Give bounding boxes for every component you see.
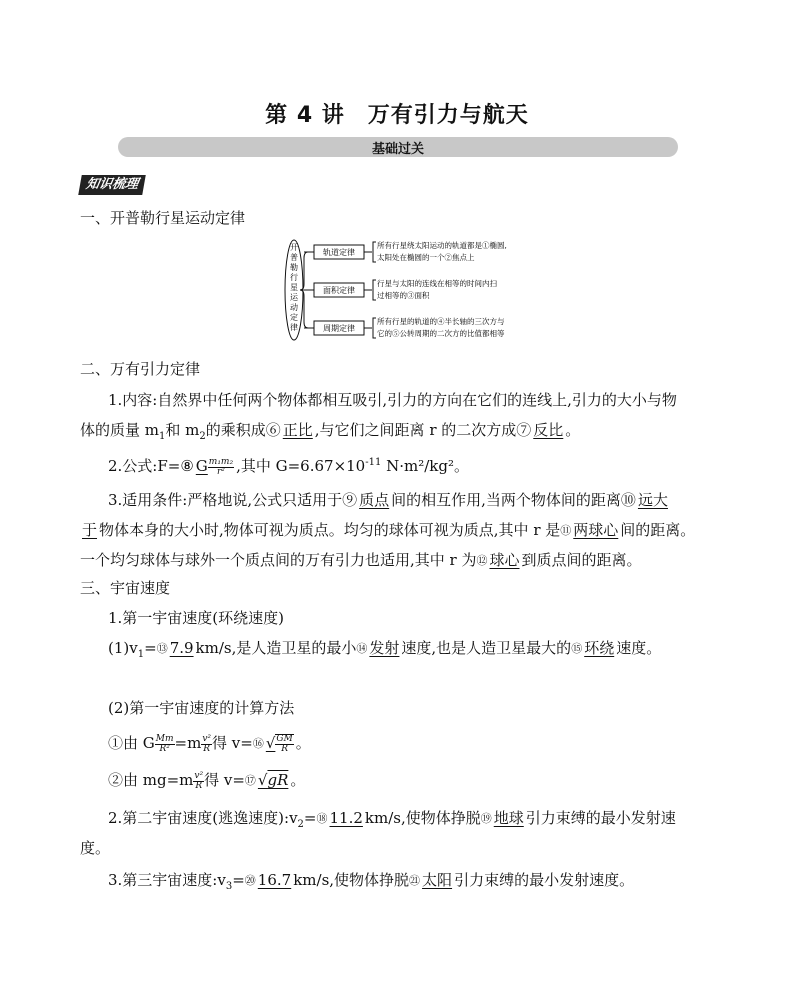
answer-12: 球心 [489,551,520,569]
third-velocity-line: 3.第三宇宙速度$:v_3=⑳$ 16.7 km/s,使物体挣脱㉑ 太阳 引力束缚的最小发射速度。 [108,871,635,892]
kepler-laws-diagram [284,238,544,342]
answer-20: 16.7 [257,871,292,889]
banner-label: 基础过关 [371,142,424,157]
content-line-2: 体的质量 $m_1$和 $m_2$的乘积成⑥ 正比 ,与它们之间距离 r 的二次方成⑦ 反比 。 [80,421,581,442]
answer-7: 反比 [533,421,564,439]
law-desc-2a: 行星与太阳的连线在相等的时间内扫 [377,279,497,288]
law-desc-2b: 过相等的③面积 [377,291,430,300]
law-name-2: 面积定律 [323,286,355,295]
section-banner [118,137,678,157]
answer-19: 地球 [493,809,524,827]
calc-method-title: (2)第一宇宙速度的计算方法 [108,699,295,717]
law-name-3: 周期定律 [323,324,355,333]
condition-line-2: 于 物体本身的大小时,物体可视为质点。均匀的球体可视为质点,其中 r 是⑪ 两球心 间的距离。 [82,521,696,539]
law-desc-3b: 它的⑤公转周期的二次方的比值都相等 [377,329,505,338]
answer-13: 7.9 [169,639,194,657]
answer-14: 发射 [369,639,400,657]
answer-21: 太阳 [422,871,453,889]
law-desc-1b: 太阳处在椭圆的一个②焦点上 [377,253,475,262]
answer-8: G $\frac{\text{m₁m₂}}{\text{r²}}$ [195,456,234,477]
condition-line-3: 一个均匀球体与球外一个质点间的万有引力也适用,其中 r 为⑫ 球心 到质点间的距离。 [80,551,642,569]
first-velocity-title: 1.第一宇宙速度(环绕速度) [108,609,285,627]
answer-9: 质点 [359,491,390,509]
content-line-1: 1.内容:自然界中任何两个物体都相互吸引,引力的方向在它们的连线上,引力的大小与物 [108,391,677,409]
answer-15: 环绕 [584,639,615,657]
section-heading-kepler: 一、开普勒行星运动定律 [80,209,246,227]
section-heading-cosmic-velocity: 三、宇宙速度 [80,579,171,597]
answer-6: 正比 [282,421,313,439]
page-title: 第 4 讲 万有引力与航天 [265,103,529,128]
calc-method-2: ②由 mg=m $\frac{\text{v²}}{R}$ 得 v=⑰ √gR 。 [108,770,306,791]
law-desc-1a: 所有行星绕太阳运动的轨道都是①椭圆, [377,241,507,250]
second-velocity-line: 2.第二宇宙速度(逃逸速度)$:v_2=⑱$ 11.2 km/s,使物体挣脱⑲ 地球 引力束缚的最小发射速 [108,809,676,830]
answer-16: √ $\frac{GM}{R}$ [265,734,293,754]
first-velocity-line: $(1)v_1=⑬$ 7.9 km/s,是人造卫星的最小⑭ 发射 速度,也是人造卫星最大的⑮ 环绕 速度。 [108,639,662,660]
section-heading-gravitation: 二、万有引力定律 [80,360,201,378]
answer-10b: 于 [82,521,98,539]
answer-17: √gR [257,771,289,789]
answer-18: 11.2 [329,809,363,827]
second-velocity-cont: 度。 [80,839,111,857]
knowledge-badge: 知识梳理 [78,175,146,195]
calc-method-1: ①由 G $\frac{Mm}{\text{R²}}$ =m $\frac{\text{v²}}{R}$ 得 v=⑯ √ $\frac{GM}{R}$ 。 [108,733,311,754]
law-name-1: 轨道定律 [323,248,355,257]
formula-line: 2.公式:F=⑧ G $\frac{\text{m₁m₂}}{\text{r²}}$ ,其中 $G=6.67\times 10^{-11}$ N·m²/kg²。 [108,456,470,477]
answer-10a: 远大 [637,491,668,509]
condition-line-1: 3.适用条件:严格地说,公式只适用于⑨ 质点 间的相互作用,当两个物体间的距离⑩ 远大 [108,491,668,509]
law-desc-3a: 所有行星的轨道的④半长轴的三次方与 [377,317,505,326]
answer-11: 两球心 [573,521,619,539]
diagram-root-label: 开普勒行星运动定律 [290,243,298,332]
